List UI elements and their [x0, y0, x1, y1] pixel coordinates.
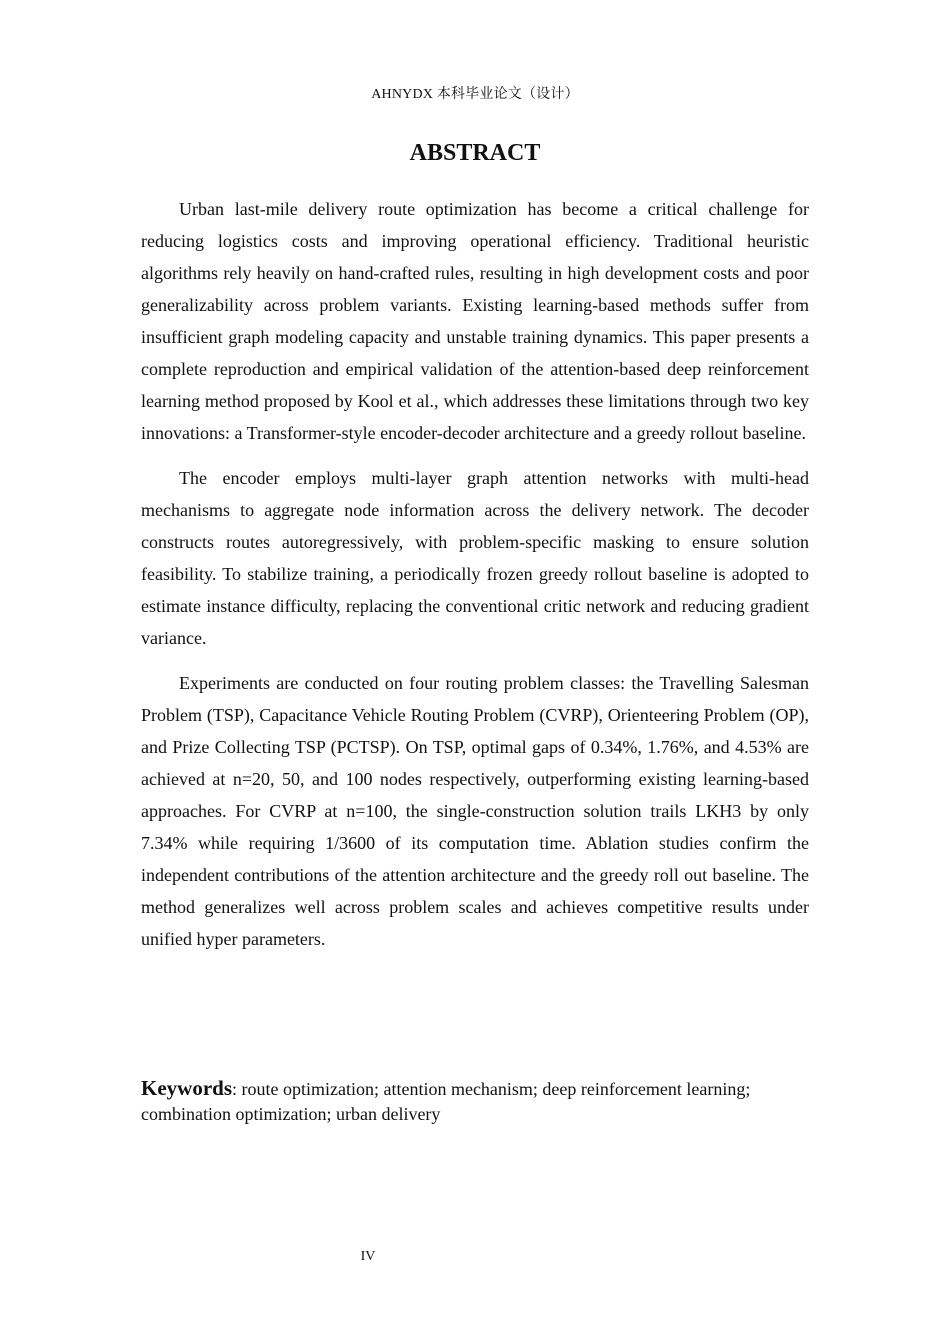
keywords-label: Keywords [141, 1076, 232, 1100]
page-number: IV [360, 1249, 376, 1264]
abstract-paragraph-1: Urban last-mile delivery route optimization has become a critical challenge for reducing logistics costs and improving operational efficiency. Traditional heuristic algorithms rely heavily on hand-crafted rules, resulting in high development costs and poor generalizability across problem variants. Existing learning-based methods suffer from insufficient graph modeling capacity and unstable training dynamics. This paper presents a complete reproduction and empirical validation of the attention-based deep reinforcement learning method proposed by Kool et al., which addresses these limitations through two key innovations: a Transformer-style encoder-decoder architecture and a greedy rollout baseline. [141, 199, 809, 443]
abstract-body [141, 193, 809, 968]
abstract-paragraph-2: The encoder employs multi-layer graph attention networks with multi-head mechanisms to aggregate node information across the delivery network. The decoder constructs routes autoregressively, with problem-specific masking to ensure solution feasibility. To stabilize training, a periodically frozen greedy rollout baseline is adopted to estimate instance difficulty, replacing the conventional critic network and reducing gradient variance. [141, 468, 809, 648]
abstract-title: ABSTRACT [409, 140, 541, 166]
running-header: AHNYDX 本科毕业论文（设计） [371, 87, 579, 102]
keywords-list: : route optimization; attention mechanism; deep reinforcement learning; combination optimization; urban delivery [141, 1079, 751, 1124]
abstract-paragraph-3: Experiments are conducted on four routing problem classes: the Travelling Salesman Problem (TSP), Capacitance Vehicle Routing Problem (CVRP), Orienteering Problem (OP), and Prize Collecting TSP (PCTSP). On TSP, optimal gaps of 0.34%, 1.76%, and 4.53% are achieved at n=20, 50, and 100 nodes respectively, outperforming existing learning-based approaches. For CVRP at n=100, the single-construction solution trails LKH3 by only 7.34% while requiring 1/3600 of its computation time. Ablation studies confirm the independent contributions of the attention architecture and the greedy roll out baseline. The method generalizes well across problem scales and achieves competitive results under unified hyper parameters. [141, 673, 809, 949]
keywords-line [141, 1076, 821, 1127]
